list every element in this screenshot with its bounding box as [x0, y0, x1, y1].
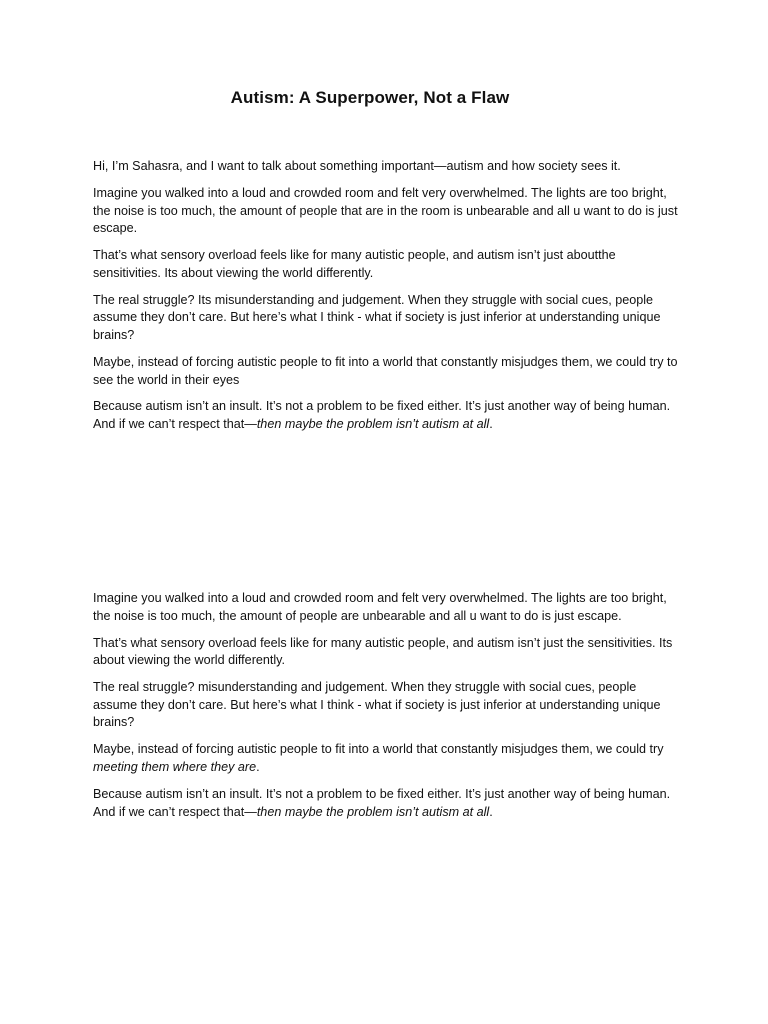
essay-section-first — [93, 158, 683, 434]
paragraph-struggle: The real struggle? Its misunderstanding and judgement. When they struggle with social cues, people assume they don’t care. But here’s what I think - what if society is just inferior at understanding unique brains? — [93, 292, 661, 342]
because-italic-text: then maybe the problem isn’t autism at all — [256, 804, 490, 819]
paragraph-sensory: That’s what sensory overload feels like for many autistic people, and autism isn’t just the sensitivities. Its about viewing the world differently. — [93, 635, 673, 668]
paragraph-imagine: Imagine you walked into a loud and crowded room and felt very overwhelmed. The lights are too bright, the noise is too much, the amount of people are unbearable and all u want to do is just escape. — [93, 591, 667, 623]
because-end-text: . — [489, 804, 493, 819]
because-end-text: . — [489, 417, 493, 432]
paragraph-imagine: Imagine you walked into a loud and crowded room and felt very overwhelmed. The lights are too bright, the noise is too much, the amount of people that are in the room is unbearable and all u want to do is just escape. — [93, 185, 678, 236]
because-text: Because autism isn’t an insult. It’s not a problem to be fixed either. It’s just another way of being human. And if we can’t respect that— — [93, 399, 671, 432]
because-italic-text: then maybe the problem isn’t autism at all — [256, 417, 490, 432]
paragraph-struggle: The real struggle? misunderstanding and judgement. When they struggle with social cues, people assume they don’t care. But here’s what I think - what if society is just inferior at understanding unique brains? — [93, 680, 661, 730]
paragraph-sensory: That’s what sensory overload feels like for many autistic people, and autism isn’t just aboutthe sensitivities. Its about viewing the world differently. — [93, 248, 616, 280]
paragraph-intro: Hi, I’m Sahasra, and I want to talk about something important—autism and how society sees it. — [93, 159, 621, 173]
maybe-italic-text: meeting them where they are — [93, 759, 257, 774]
paragraph-because — [93, 398, 683, 433]
maybe-end-text: . — [256, 759, 260, 774]
essay-section-second — [93, 590, 683, 821]
paragraph-because — [93, 786, 683, 821]
document-title: Autism: A Superpower, Not a Flaw — [230, 88, 510, 107]
because-text: Because autism isn’t an insult. It’s not a problem to be fixed either. It’s just another way of being human. And if we can’t respect that— — [93, 786, 671, 819]
maybe-text: Maybe, instead of forcing autistic people to fit into a world that constantly misjudges them, we could try — [93, 742, 664, 757]
paragraph-maybe: Maybe, instead of forcing autistic people to fit into a world that constantly misjudges them, we could try to see the world in their eyes — [93, 354, 678, 387]
paragraph-maybe — [93, 741, 683, 776]
